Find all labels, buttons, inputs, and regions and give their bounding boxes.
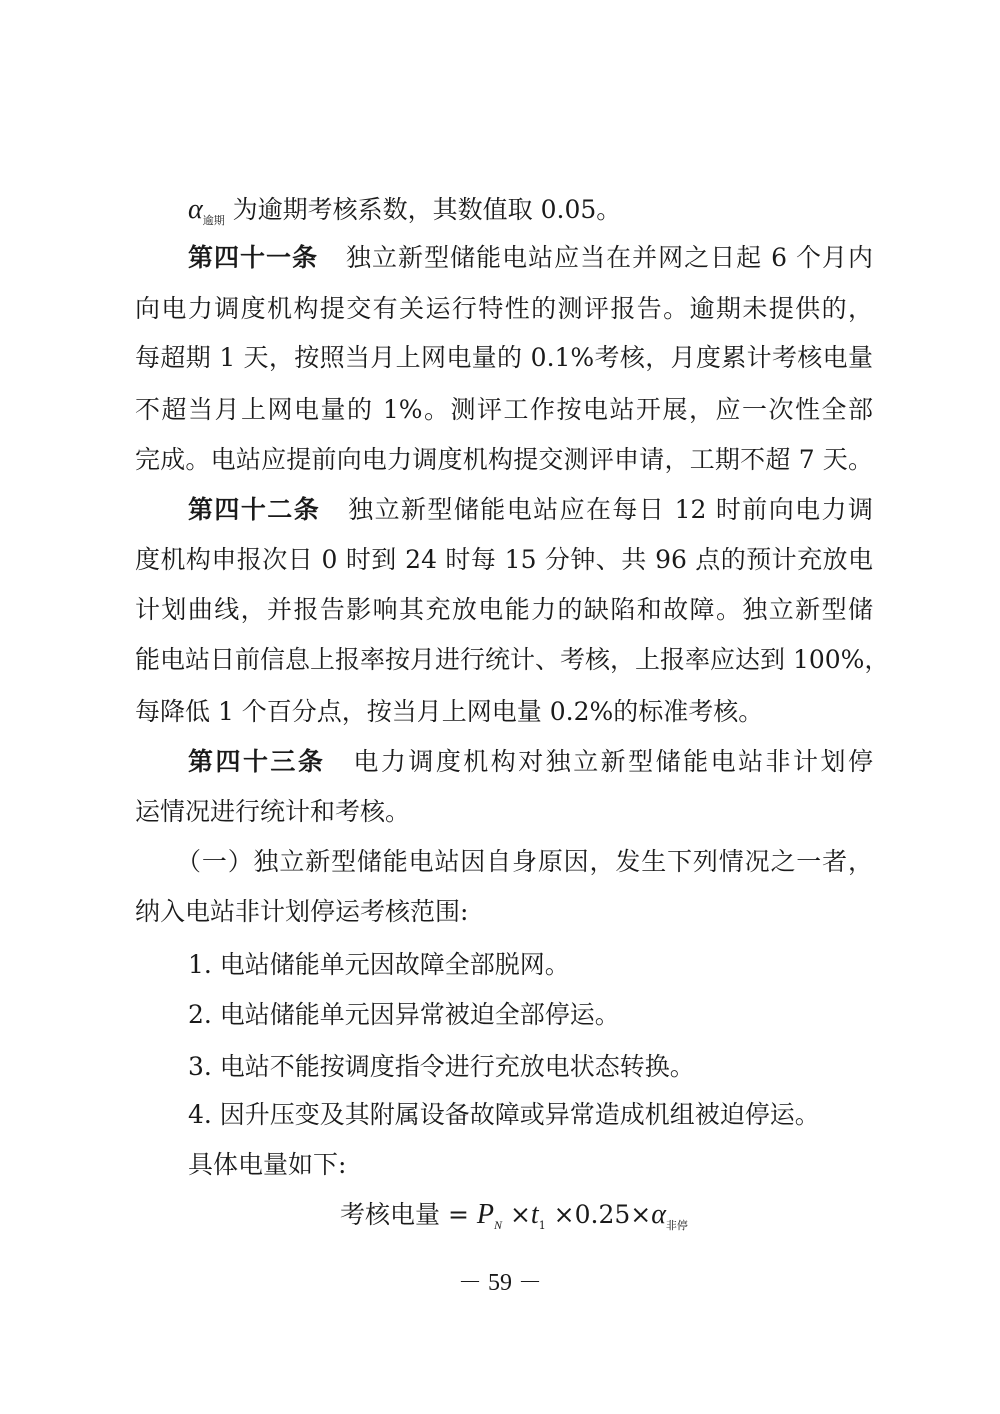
page-number: － 59 － xyxy=(458,1270,542,1296)
article-43-line: 运情况进行统计和考核。 xyxy=(135,797,411,826)
formula-t: t xyxy=(530,1199,539,1230)
detail-intro: 具体电量如下: xyxy=(188,1150,347,1179)
clause-1-line: 纳入电站非计划停运考核范围: xyxy=(135,897,469,926)
article-41-line xyxy=(188,242,873,274)
formula-t-sub: 1 xyxy=(538,1219,546,1232)
text: 电力调度机构对独立新型储能电站非计划停 xyxy=(353,747,873,776)
article-41-line: 向电力调度机构提交有关运行特性的测评报告。逾期未提供的， xyxy=(135,294,873,323)
text: 独立新型储能电站应在每日 12 时前向电力调 xyxy=(348,495,873,524)
formula-coefficient: ×0.25× xyxy=(553,1200,652,1229)
list-item: 3. 电站不能按调度指令进行充放电状态转换。 xyxy=(188,1052,695,1081)
alpha-symbol: α xyxy=(188,194,203,225)
article-42-line xyxy=(188,494,873,526)
list-item: 1. 电站储能单元因故障全部脱网。 xyxy=(188,950,570,979)
formula xyxy=(340,1199,688,1242)
list-item: 2. 电站储能单元因异常被迫全部停运。 xyxy=(188,1000,620,1029)
article-42-line: 计划曲线，并报告影响其充放电能力的缺陷和故障。独立新型储 xyxy=(135,595,873,624)
formula-lhs: 考核电量 xyxy=(340,1200,441,1229)
alpha-subscript: 逾期 xyxy=(202,214,225,227)
article-42-line: 度机构申报次日 0 时到 24 时每 15 分钟、共 96 点的预计充放电 xyxy=(135,545,873,574)
formula-equals: = xyxy=(447,1200,469,1229)
alpha-text: 为逾期考核系数，其数值取 0.05。 xyxy=(232,195,622,224)
article-42-line: 每降低 1 个百分点，按当月上网电量 0.2%的标准考核。 xyxy=(135,697,764,726)
formula-alpha-sub: 非停 xyxy=(665,1219,688,1232)
clause-1-line: （一）独立新型储能电站因自身原因，发生下列情况之一者， xyxy=(176,847,873,876)
article-41-line: 不超当月上网电量的 1%。测评工作按电站开展，应一次性全部 xyxy=(135,395,873,424)
list-item: 4. 因升压变及其附属设备故障或异常造成机组被迫停运。 xyxy=(188,1100,820,1129)
article-43-title: 第四十三条 xyxy=(188,747,326,776)
article-43-line xyxy=(188,746,873,778)
article-42-title: 第四十二条 xyxy=(188,495,321,524)
formula-alpha: α xyxy=(651,1199,666,1230)
article-42-line: 能电站日前信息上报率按月进行统计、考核，上报率应达到 100%， xyxy=(135,645,890,674)
text: 独立新型储能电站应当在并网之日起 6 个月内 xyxy=(346,243,873,272)
article-41-title: 第四十一条 xyxy=(188,243,319,272)
article-41-line: 完成。电站应提前向电力调度机构提交测评申请，工期不超 7 天。 xyxy=(135,445,873,474)
formula-times: × xyxy=(509,1200,531,1229)
formula-p: P xyxy=(476,1199,494,1230)
article-41-line: 每超期 1 天，按照当月上网电量的 0.1%考核，月度累计考核电量 xyxy=(135,343,873,372)
formula-p-sub: N xyxy=(493,1218,502,1232)
alpha-definition xyxy=(188,194,621,237)
